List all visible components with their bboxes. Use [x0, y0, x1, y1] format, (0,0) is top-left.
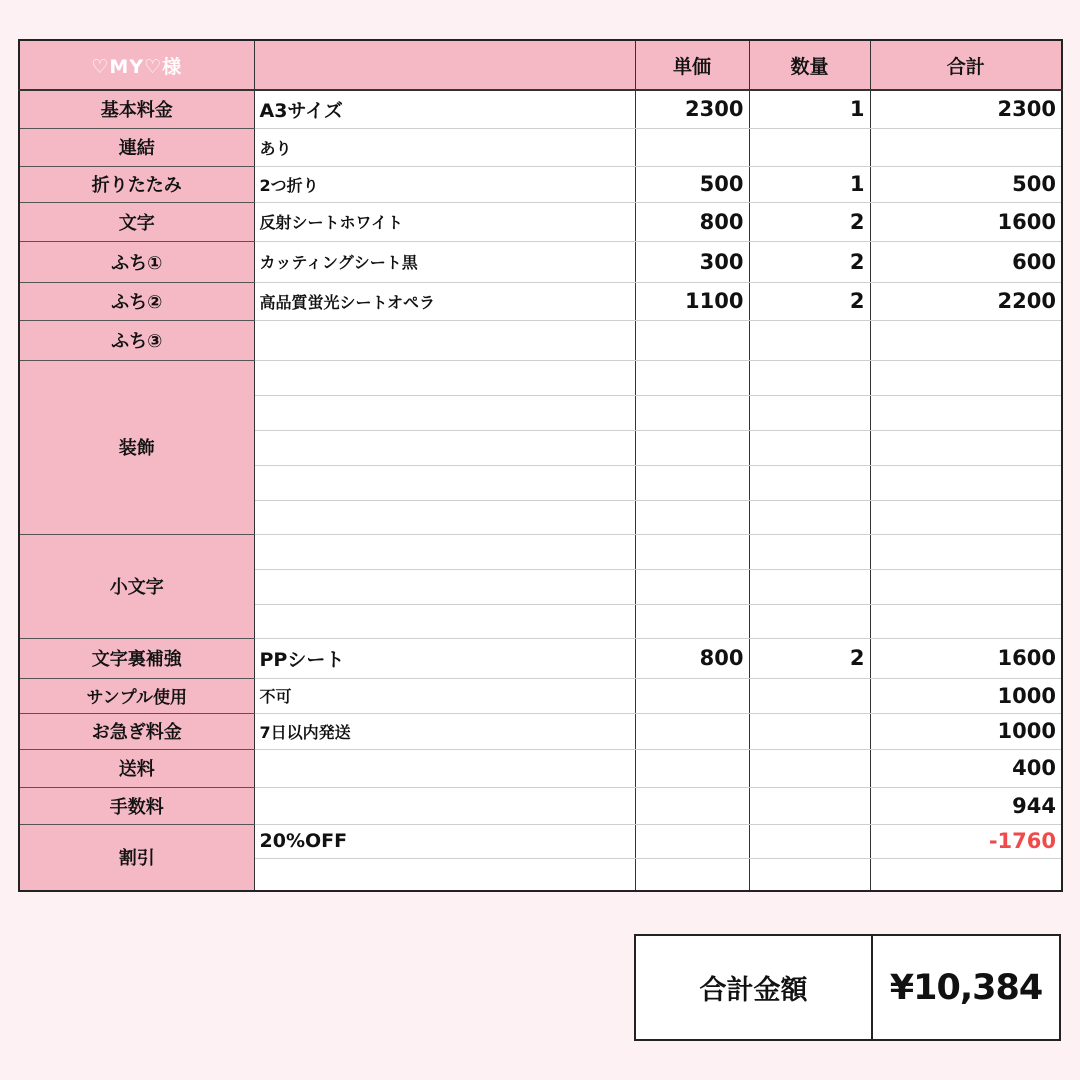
total-cell: 600	[870, 241, 1062, 282]
price-cell	[635, 604, 749, 638]
total-cell	[870, 128, 1062, 166]
category-cell: 折りたたみ	[19, 166, 254, 202]
table-row	[19, 128, 1062, 166]
item-cell: 反射シートホワイト	[254, 202, 635, 241]
item-cell: あり	[254, 128, 635, 166]
total-cell: 944	[870, 787, 1062, 824]
qty-cell	[749, 824, 870, 858]
table-row	[19, 90, 1062, 128]
price-cell	[635, 430, 749, 465]
total-cell: 1600	[870, 202, 1062, 241]
table-row	[19, 678, 1062, 713]
price-cell: 1100	[635, 282, 749, 320]
total-cell: 2200	[870, 282, 1062, 320]
total-cell: 2300	[870, 90, 1062, 128]
item-cell	[254, 858, 635, 891]
item-cell	[254, 395, 635, 430]
quantity-header: 数量	[749, 40, 870, 90]
qty-cell	[749, 534, 870, 569]
qty-cell	[749, 604, 870, 638]
qty-cell	[749, 749, 870, 787]
total-cell: 1000	[870, 713, 1062, 749]
table-row	[19, 241, 1062, 282]
category-cell: 小文字	[19, 534, 254, 638]
table-row	[19, 787, 1062, 824]
total-cell: 1000	[870, 678, 1062, 713]
customer-name: ♡MY♡様	[19, 40, 254, 90]
qty-cell: 1	[749, 166, 870, 202]
qty-cell	[749, 787, 870, 824]
item-cell: 20%OFF	[254, 824, 635, 858]
price-cell	[635, 678, 749, 713]
category-cell: ふち①	[19, 241, 254, 282]
price-cell: 800	[635, 638, 749, 678]
category-cell: 送料	[19, 749, 254, 787]
item-cell	[254, 500, 635, 534]
price-cell	[635, 395, 749, 430]
item-cell	[254, 320, 635, 360]
total-cell	[870, 465, 1062, 500]
category-cell: 文字	[19, 202, 254, 241]
qty-cell	[749, 569, 870, 604]
qty-cell	[749, 395, 870, 430]
qty-cell: 2	[749, 241, 870, 282]
qty-cell	[749, 858, 870, 891]
item-cell: 高品質蛍光シートオペラ	[254, 282, 635, 320]
total-cell	[870, 395, 1062, 430]
category-cell: 手数料	[19, 787, 254, 824]
category-cell: お急ぎ料金	[19, 713, 254, 749]
total-cell	[870, 534, 1062, 569]
table-row	[19, 166, 1062, 202]
unit-price-header: 単価	[635, 40, 749, 90]
price-cell: 300	[635, 241, 749, 282]
price-cell	[635, 500, 749, 534]
grand-total-amount: ¥10,384	[889, 967, 1043, 1008]
item-cell: 7日以内発送	[254, 713, 635, 749]
price-cell: 500	[635, 166, 749, 202]
qty-cell	[749, 713, 870, 749]
price-cell: 2300	[635, 90, 749, 128]
header-row	[19, 40, 1062, 90]
discount-total-cell: -1760	[870, 824, 1062, 858]
qty-cell	[749, 128, 870, 166]
grand-total-box	[634, 934, 1061, 1041]
qty-cell: 2	[749, 638, 870, 678]
price-cell	[635, 360, 749, 395]
total-cell	[870, 320, 1062, 360]
grand-total-label: 合計金額	[636, 936, 873, 1039]
item-cell	[254, 787, 635, 824]
table-row	[19, 638, 1062, 678]
price-cell	[635, 824, 749, 858]
total-header: 合計	[870, 40, 1062, 90]
table-row	[19, 824, 1062, 858]
category-cell: サンプル使用	[19, 678, 254, 713]
item-cell: PPシート	[254, 638, 635, 678]
category-cell: 文字裏補強	[19, 638, 254, 678]
qty-cell: 1	[749, 90, 870, 128]
item-cell	[254, 430, 635, 465]
item-cell: カッティングシート黒	[254, 241, 635, 282]
item-cell: 不可	[254, 678, 635, 713]
item-cell: 2つ折り	[254, 166, 635, 202]
total-cell	[870, 430, 1062, 465]
qty-cell	[749, 465, 870, 500]
total-cell	[870, 500, 1062, 534]
qty-cell	[749, 500, 870, 534]
category-cell: 基本料金	[19, 90, 254, 128]
table-row	[19, 360, 1062, 395]
category-cell: 割引	[19, 824, 254, 891]
qty-cell: 2	[749, 202, 870, 241]
price-cell	[635, 569, 749, 604]
table-row	[19, 202, 1062, 241]
item-cell	[254, 604, 635, 638]
price-cell	[635, 713, 749, 749]
qty-cell: 2	[749, 282, 870, 320]
table-row	[19, 282, 1062, 320]
price-cell	[635, 128, 749, 166]
table-row	[19, 534, 1062, 569]
price-cell	[635, 465, 749, 500]
total-cell	[870, 360, 1062, 395]
total-cell: 400	[870, 749, 1062, 787]
item-cell	[254, 749, 635, 787]
item-cell	[254, 360, 635, 395]
total-cell	[870, 858, 1062, 891]
qty-cell	[749, 320, 870, 360]
price-cell: 800	[635, 202, 749, 241]
category-cell: ふち③	[19, 320, 254, 360]
category-cell: 装飾	[19, 360, 254, 534]
qty-cell	[749, 360, 870, 395]
category-cell: 連結	[19, 128, 254, 166]
item-cell	[254, 534, 635, 569]
table-row	[19, 749, 1062, 787]
table-row	[19, 713, 1062, 749]
price-cell	[635, 858, 749, 891]
total-cell	[870, 604, 1062, 638]
total-cell: 500	[870, 166, 1062, 202]
total-cell: 1600	[870, 638, 1062, 678]
item-cell	[254, 465, 635, 500]
estimate-table	[18, 39, 1063, 892]
category-cell: ふち②	[19, 282, 254, 320]
item-cell: A3サイズ	[254, 90, 635, 128]
item-header	[254, 40, 635, 90]
item-cell	[254, 569, 635, 604]
price-cell	[635, 320, 749, 360]
price-cell	[635, 749, 749, 787]
table-row	[19, 320, 1062, 360]
qty-cell	[749, 430, 870, 465]
qty-cell	[749, 678, 870, 713]
total-cell	[870, 569, 1062, 604]
price-cell	[635, 787, 749, 824]
price-cell	[635, 534, 749, 569]
